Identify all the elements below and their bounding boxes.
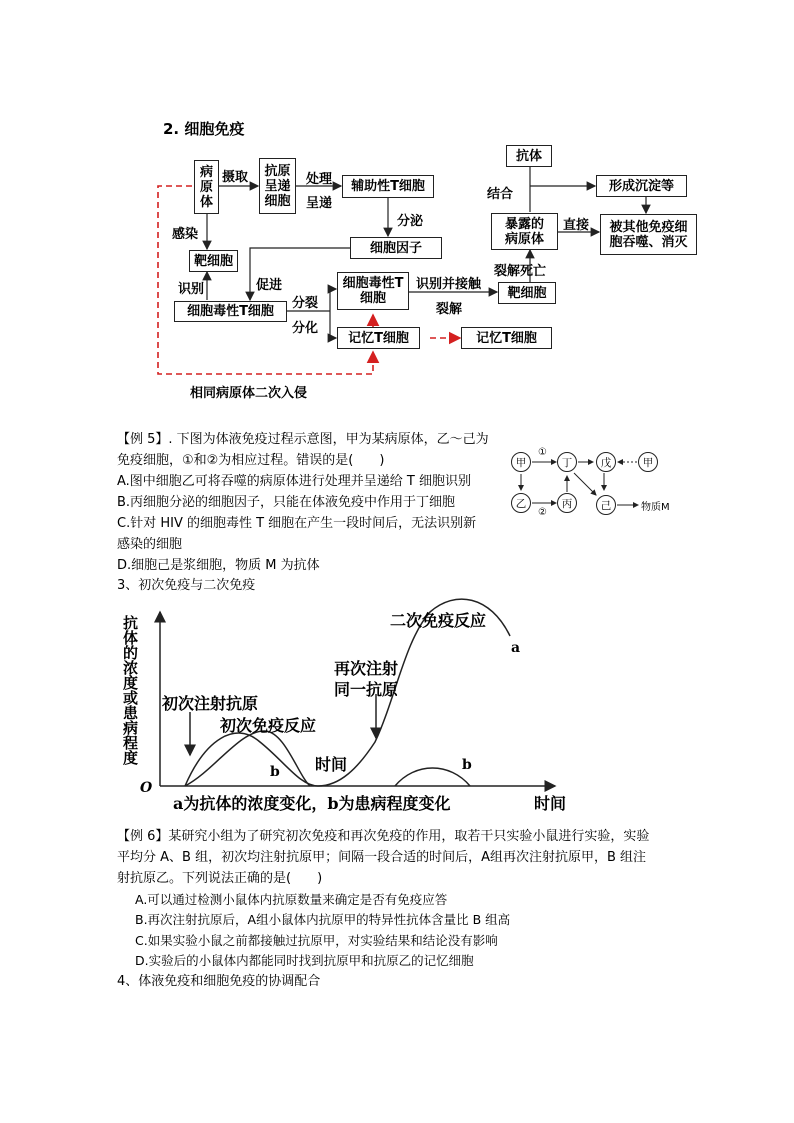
section-title-primary-secondary: 3、初次免疫与二次免疫 — [117, 578, 256, 593]
label-uptake: 摄取 — [222, 170, 249, 185]
graph-label-primary: 初次免疫反应 — [220, 716, 317, 735]
ex5-stem-line1: 【例 5】. 下图为体液免疫过程示意图，甲为某病原体，乙～己为 — [117, 432, 489, 447]
precipitate-box: 形成沉淀等 — [596, 175, 687, 197]
fig-mark-1: ① — [538, 447, 547, 458]
ex6-stem-line3: 射抗原乙。下列说法正确的是( ) — [117, 871, 323, 886]
ex5-option-b: B.丙细胞分泌的细胞因子，只能在体液免疫中作用于丁细胞 — [117, 495, 456, 510]
ex5-option-a: A.图中细胞乙可将吞噬的病原体进行处理并呈递给 T 细胞识别 — [117, 474, 472, 489]
fig-node-jia2: 甲 — [638, 452, 658, 472]
ex6-option-d: D.实验后的小鼠体内都能同时找到抗原甲和抗原乙的记忆细胞 — [135, 953, 474, 968]
memory-t2-box: 记忆T细胞 — [461, 327, 552, 349]
label-direct: 直接 — [563, 218, 590, 233]
ex6-option-c: C.如果实验小鼠之前都接触过抗原甲，对实验结果和结论没有影响 — [135, 933, 498, 948]
helper-t-box: 辅助性T细胞 — [342, 175, 434, 198]
graph-label-a: a — [511, 640, 521, 656]
graph-origin: O — [140, 780, 153, 796]
graph-label-b1: b — [270, 764, 280, 780]
graph-caption: a为抗体的浓度变化，b为患病程度变化 — [173, 794, 451, 813]
target-cell-box: 靶细胞 — [189, 250, 238, 272]
label-reinvasion: 相同病原体二次入侵 — [190, 386, 308, 401]
fig-node-yi: 乙 — [511, 493, 531, 513]
target-cell2-box: 靶细胞 — [498, 282, 556, 304]
section-title-coordination: 4、体液免疫和细胞免疫的协调配合 — [117, 974, 321, 989]
label-divide: 分裂 — [292, 296, 319, 311]
label-differentiate: 分化 — [292, 321, 319, 336]
graph-label-reinject-2: 同一抗原 — [334, 680, 399, 699]
label-lyse-death: 裂解死亡 — [494, 264, 547, 279]
graph-xlabel: 时间 — [534, 794, 567, 813]
label-present: 呈递 — [306, 196, 333, 211]
ex6-stem-line1: 【例 6】某研究小组为了研究初次免疫和再次免疫的作用，取若干只实验小鼠进行实验，实验 — [117, 829, 650, 844]
fig-node-jia: 甲 — [511, 452, 531, 472]
label-combine: 结合 — [487, 187, 514, 202]
graph-ylabel: 抗体的浓度或患病程度 — [121, 615, 139, 765]
fig-mark-2: ② — [538, 507, 547, 518]
exposed-pathogen-box: 暴露的 病原体 — [491, 213, 558, 250]
label-recognize-contact: 识别并接触 — [416, 277, 482, 292]
cytotoxic-t-box: 细胞毒性T细胞 — [174, 301, 287, 322]
fig-node-wu: 戊 — [596, 452, 616, 472]
apc-box: 抗原 呈递 细胞 — [259, 158, 296, 214]
ex6-option-a: A.可以通过检测小鼠体内抗原数量来确定是否有免疫应答 — [135, 892, 448, 907]
graph-label-b2: b — [462, 757, 472, 773]
ex6-stem-line2: 平均分 A、B 组，初次均注射抗原甲；间隔一段合适的时间后，A组再次注射抗原甲，B 组注 — [117, 850, 647, 865]
fig-substance-m: 物质M — [641, 502, 670, 513]
fig-node-ji: 己 — [596, 495, 616, 515]
antibody-box: 抗体 — [506, 145, 552, 167]
ex5-stem-line2: 免疫细胞，①和②为相应过程。错误的是( ) — [117, 453, 385, 468]
graph-label-first-inject: 初次注射抗原 — [162, 694, 259, 713]
ex5-option-d: D.细胞己是浆细胞，物质 M 为抗体 — [117, 558, 320, 573]
section-title-cell-immunity: 2. 细胞免疫 — [163, 120, 245, 138]
ex5-option-c-line2: 感染的细胞 — [117, 537, 183, 552]
ex5-option-c-line1: C.针对 HIV 的细胞毒性 T 细胞在产生一段时间后，无法识别新 — [117, 516, 477, 531]
label-process: 处理 — [306, 172, 333, 187]
label-recognize: 识别 — [178, 282, 205, 297]
cytokine-box: 细胞因子 — [350, 237, 442, 259]
graph-label-secondary: 二次免疫反应 — [390, 611, 487, 630]
cytotoxic-t2-box: 细胞毒性T 细胞 — [337, 272, 409, 310]
ex6-option-b: B.再次注射抗原后，A组小鼠体内抗原甲的特异性抗体含量比 B 组高 — [135, 912, 511, 927]
graph-label-time-mid: 时间 — [315, 755, 348, 774]
curve-b-secondary — [395, 768, 470, 786]
fig-node-ding: 丁 — [557, 452, 577, 472]
label-lyse: 裂解 — [436, 302, 463, 317]
label-infect: 感染 — [172, 227, 199, 242]
pathogen-box: 病 原 体 — [194, 160, 219, 214]
label-secrete: 分泌 — [397, 214, 424, 229]
curve-b-primary — [185, 731, 310, 786]
label-promote: 促进 — [256, 278, 283, 293]
phagocytosed-box: 被其他免疫细 胞吞噬、消灭 — [600, 214, 697, 255]
graph-label-reinject-1: 再次注射 — [334, 659, 399, 678]
memory-t-box: 记忆T细胞 — [337, 327, 420, 349]
fig-node-bing: 丙 — [557, 493, 577, 513]
